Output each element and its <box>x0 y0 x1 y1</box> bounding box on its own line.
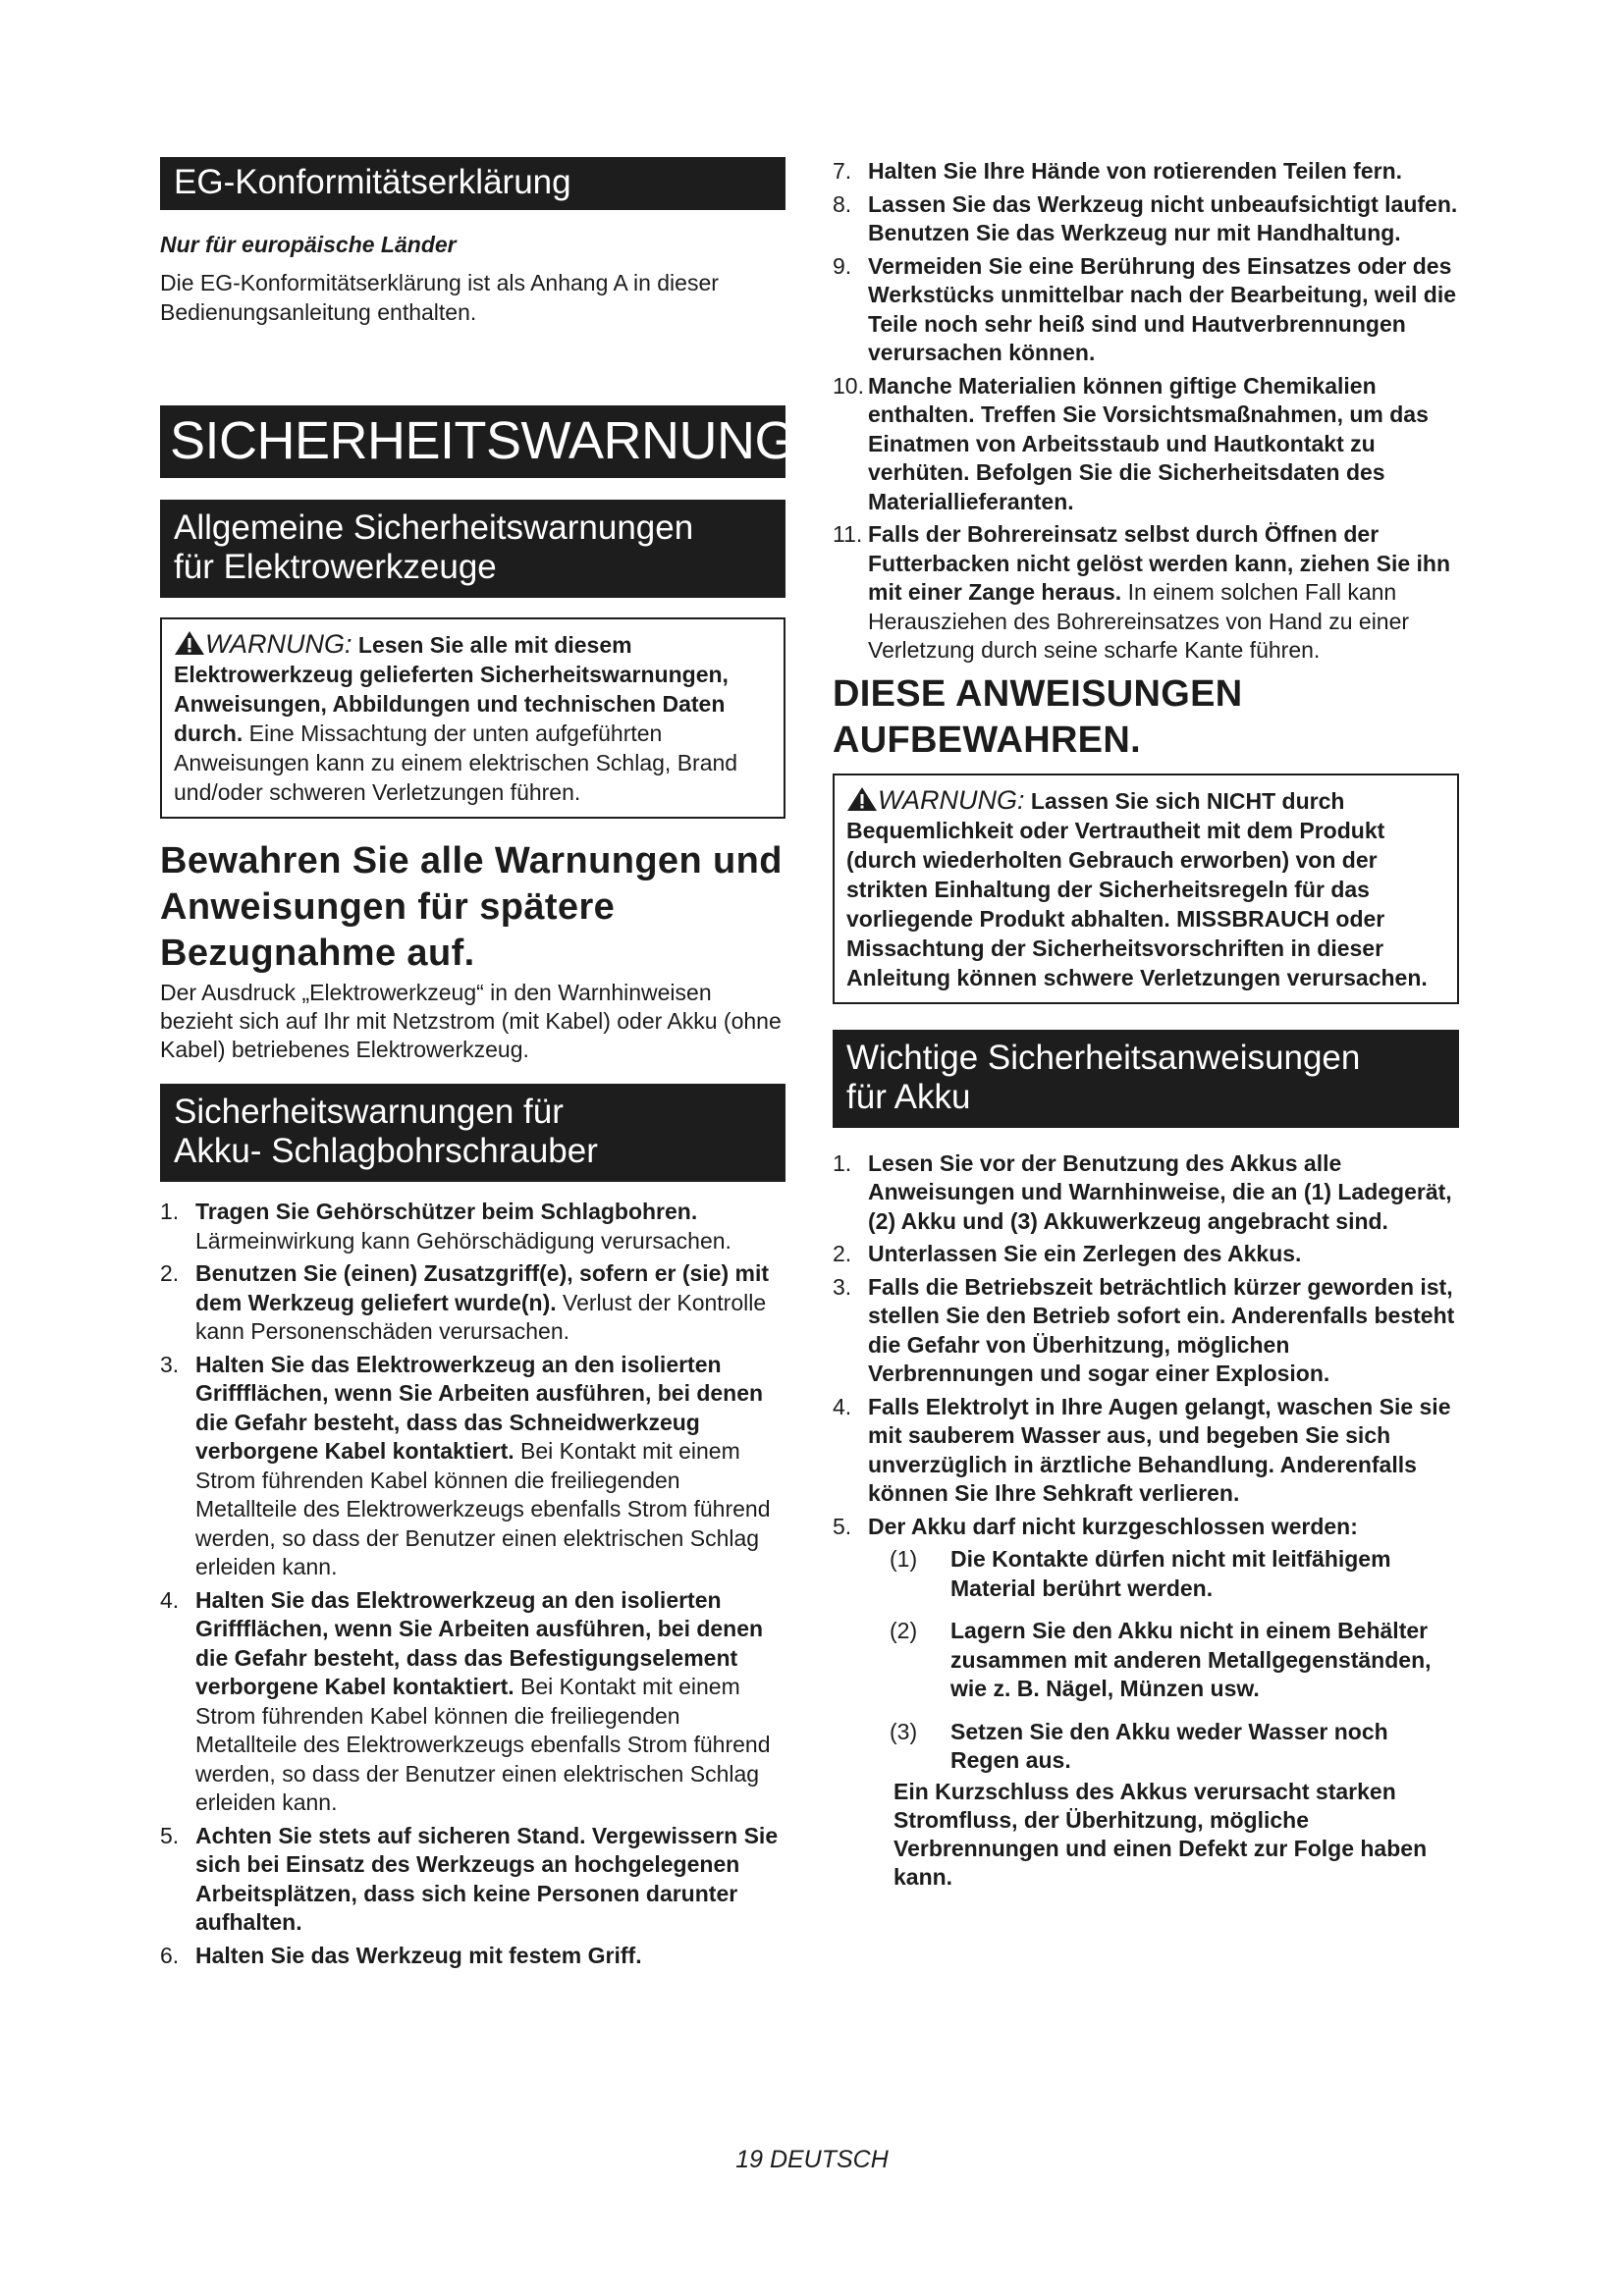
warning-triangle-icon <box>846 786 878 812</box>
sub-list-item-number: (3) <box>890 1718 918 1744</box>
list-item <box>833 1393 1459 1509</box>
eg-text: Die EG-Konformitätserklärung ist als Anhang A in dieser Bedienungsanleitung enthalten. <box>160 270 719 325</box>
keep-instructions-heading-caps: DIESE ANWEISUNGEN AUFBEWAHREN. <box>833 672 1243 761</box>
list-item-number: 9. <box>833 252 852 279</box>
list-item-bold-text: Manche Materialien können giftige Chemikalien enthalten. Treffen Sie Vorsichtsmaßnahmen, um das Einatmen von Arbeitsstaub und Hautkontakt zu verhüten. Befolgen Sie die Sicherheitsdaten des Materiallieferanten. <box>868 372 1429 514</box>
list-item-number: 4. <box>833 1393 852 1419</box>
battery-safety-heading <box>833 1030 1459 1128</box>
term-definition-text: Der Ausdruck „Elektrowerkzeug“ in den Warnhinweisen bezieht sich auf Ihr mit Netzstrom (mit Kabel) oder Akku (ohne Kabel) betriebenes Elektrowerkzeug. <box>160 980 782 1062</box>
list-item <box>160 1259 785 1347</box>
warning-triangle-icon <box>174 630 205 656</box>
list-item-number: 3. <box>160 1351 180 1377</box>
list-item-normal-text: Verlust der Kontrolle kann Personenschäden verursachen. <box>195 1289 767 1344</box>
battery-safety-heading-line1: Wichtige Sicherheitsanweisungen <box>846 1038 1361 1077</box>
battery-safety-list <box>833 1149 1459 1542</box>
general-warnings-heading-line2: für Elektrowerkzeuge <box>174 548 497 586</box>
list-item-bold-text: Falls der Bohrereinsatz selbst durch Öffnen der Futterbacken nicht gelöst werden kann, ziehen Sie ihn mit einer Zange heraus. <box>868 521 1451 605</box>
list-item-number: 2. <box>160 1260 180 1286</box>
list-item-bold-text: Halten Sie Ihre Hände von rotierenden Teilen fern. <box>868 158 1403 184</box>
sub-list-item <box>890 1718 1459 1776</box>
list-item-number: 3. <box>833 1273 852 1300</box>
list-item-bold-text: Falls die Betriebszeit beträchtlich kürzer geworden ist, stellen Sie den Betrieb sofort ein. Anderenfalls besteht die Gefahr von Überhitzung, möglichen Verbrennungen und sogar einer Explosion. <box>868 1273 1455 1386</box>
list-item-bold-text: Lesen Sie vor der Benutzung des Akkus alle Anweisungen und Warnhinweise, die an (1) Ladegerät, (2) Akku und (3) Akkuwerkzeug angebracht sind. <box>868 1149 1452 1234</box>
warning-box-misuse <box>833 774 1459 1004</box>
list-item-bold-text: Falls Elektrolyt in Ihre Augen gelangt, waschen Sie sie mit sauberem Wasser aus, und begeben Sie sich unverzüglich in ärztliche Behandlung. Anderenfalls können Sie Ihre Sehkraft verlieren. <box>868 1393 1451 1506</box>
eg-subheading: Nur für europäische Länder <box>160 232 457 257</box>
list-item-number: 7. <box>833 158 852 184</box>
list-item-normal-text: Lärmeinwirkung kann Gehörschädigung verursachen. <box>195 1227 731 1254</box>
drill-warnings-list <box>160 1198 785 1970</box>
short-circuit-sublist <box>890 1545 1459 1776</box>
list-item-number: 1. <box>160 1199 180 1224</box>
list-item <box>833 252 1459 368</box>
list-item <box>160 1586 785 1818</box>
list-item <box>833 1240 1459 1269</box>
cordless-drill-warnings-heading <box>160 1084 785 1182</box>
general-warnings-heading <box>160 500 785 598</box>
list-item-bold-text: Lassen Sie das Werkzeug nicht unbeaufsichtigt laufen. Benutzen Sie das Werkzeug nur mit Handhaltung. <box>868 190 1458 245</box>
drill-warnings-list-continued <box>833 157 1459 666</box>
warning-bold-text: Lassen Sie sich NICHT durch Bequemlichkeit oder Vertrautheit mit dem Produkt (durch wiederholten Gebrauch erworben) von der strikten Einhaltung der Sicherheitsregeln für das vorliegende Produkt abhalten. MISSBRAUCH oder Missachtung der Sicherheitsvorschriften in dieser Anleitung können schwere Verletzungen verursachen. <box>846 787 1428 990</box>
warning-label: WARNUNG: <box>205 629 352 659</box>
sub-list-item-text: Die Kontakte dürfen nicht mit leitfähigem Material berührt werden. <box>950 1546 1391 1601</box>
list-item <box>833 157 1459 187</box>
battery-safety-heading-line2: für Akku <box>846 1077 971 1116</box>
eg-heading-text: EG-Konformitätserklärung <box>174 163 571 201</box>
list-item-bold-text: Tragen Sie Gehörschützer beim Schlagbohren. <box>195 1199 698 1224</box>
list-item <box>833 520 1459 666</box>
list-item-bold-text: Achten Sie stets auf sicheren Stand. Vergewissern Sie sich bei Einsatz des Werkzeugs an hochgelegenen Arbeitsplätzen, dass sich keine Personen darunter aufhalten. <box>195 1822 779 1935</box>
cordless-drill-heading-line1: Sicherheitswarnungen für <box>174 1093 564 1131</box>
list-item <box>160 1822 785 1938</box>
list-item <box>160 1942 785 1971</box>
general-warnings-heading-line1: Allgemeine Sicherheitswarnungen <box>174 508 694 547</box>
list-item-bold-text: Unterlassen Sie ein Zerlegen des Akkus. <box>868 1241 1302 1266</box>
list-item <box>160 1198 785 1255</box>
list-item-number: 1. <box>833 1149 852 1176</box>
cordless-drill-heading-line2: Akku- Schlagbohrschrauber <box>174 1132 598 1170</box>
list-item <box>833 1149 1459 1237</box>
warning-box-general <box>160 617 785 819</box>
list-item-number: 4. <box>160 1586 180 1613</box>
safety-warnings-heading <box>160 405 869 478</box>
list-item-bold-text: Benutzen Sie (einen) Zusatzgriff(e), sofern er (sie) mit dem Werkzeug geliefert wurde(n). <box>195 1260 770 1315</box>
list-item-normal-text: Bei Kontakt mit einem Strom führenden Kabel können die freiliegenden Metallteile des Elektrowerkzeugs ebenfalls Strom führend werden, so dass der Benutzer einen elektrischen Schlag erleiden kann. <box>195 1674 771 1815</box>
list-item-number: 6. <box>160 1942 180 1968</box>
eg-heading <box>160 157 785 210</box>
keep-instructions-heading: Bewahren Sie alle Warnungen und Anweisungen für spätere Bezugnahme auf. <box>160 840 783 974</box>
list-item-number: 11. <box>833 521 863 547</box>
list-item <box>833 372 1459 517</box>
list-item-number: 8. <box>833 190 852 217</box>
list-item-bold-text: Halten Sie das Elektrowerkzeug an den isolierten Griffflächen, wenn Sie Arbeiten ausführen, bei denen die Gefahr besteht, dass das Schneidwerkzeug verborgene Kabel kontaktiert. <box>195 1351 764 1464</box>
list-item <box>833 190 1459 248</box>
warning-normal-text: Eine Missachtung der unten aufgeführten Anweisungen kann zu einem elektrischen Schlag, Brand und/oder schweren Verletzungen führen. <box>174 721 738 805</box>
list-item-bold-text: Halten Sie das Elektrowerkzeug an den isolierten Griffflächen, wenn Sie Arbeiten ausführen, bei denen die Gefahr besteht, dass das Befestigungselement verborgene Kabel kontaktiert. <box>195 1586 764 1699</box>
short-circuit-text: Ein Kurzschluss des Akkus verursacht starken Stromfluss, der Überhitzung, mögliche Verbrennungen und einen Defekt zur Folge haben kann. <box>893 1778 1428 1890</box>
list-item-normal-text: Bei Kontakt mit einem Strom führenden Kabel können die freiliegenden Metallteile des Elektrowerkzeugs ebenfalls Strom führend werden, so dass der Benutzer einen elektrischen Schlag erleiden kann. <box>195 1438 771 1579</box>
sub-list-item-number: (2) <box>890 1618 918 1643</box>
sub-list-item-text: Lagern Sie den Akku nicht in einem Behälter zusammen mit anderen Metallgegenständen, wie z. B. Nägel, Münzen usw. <box>950 1618 1432 1701</box>
list-item <box>833 1513 1459 1542</box>
list-item-bold-text: Halten Sie das Werkzeug mit festem Griff. <box>195 1942 642 1968</box>
sub-list-item <box>890 1617 1459 1704</box>
right-column <box>833 157 1459 1892</box>
warning-label: WARNUNG: <box>878 784 1025 815</box>
safety-warnings-heading-text: SICHERHEITSWARNUNGEN <box>170 411 869 470</box>
list-item-number: 10. <box>833 372 864 399</box>
list-item-bold-text: Vermeiden Sie eine Berührung des Einsatzes oder des Werkstücks unmittelbar nach der Bearbeitung, weil die Teile noch sehr heiß sind und Hautverbrennungen verursachen können. <box>868 252 1457 365</box>
list-item <box>160 1351 785 1582</box>
list-item-number: 2. <box>833 1241 852 1266</box>
list-item-normal-text: In einem solchen Fall kann Herausziehen des Bohrereinsatzes von Hand zu einer Verletzung durch seine scharfe Kante führen. <box>868 579 1410 663</box>
list-item-bold-text: Der Akku darf nicht kurzgeschlossen werden: <box>868 1513 1358 1539</box>
sub-list-item-number: (1) <box>890 1546 918 1572</box>
warning-bold-text: Lesen Sie alle mit diesem Elektrowerkzeug gelieferten Sicherheitswarnungen, Anweisungen, Abbildungen und technischen Daten durch. <box>174 632 729 746</box>
sub-list-item-text: Setzen Sie den Akku weder Wasser noch Regen aus. <box>950 1718 1388 1773</box>
list-item-number: 5. <box>833 1513 852 1539</box>
list-item-number: 5. <box>160 1822 180 1848</box>
page-footer: 19 DEUTSCH <box>735 2146 889 2173</box>
list-item <box>833 1273 1459 1389</box>
sub-list-item <box>890 1545 1459 1603</box>
